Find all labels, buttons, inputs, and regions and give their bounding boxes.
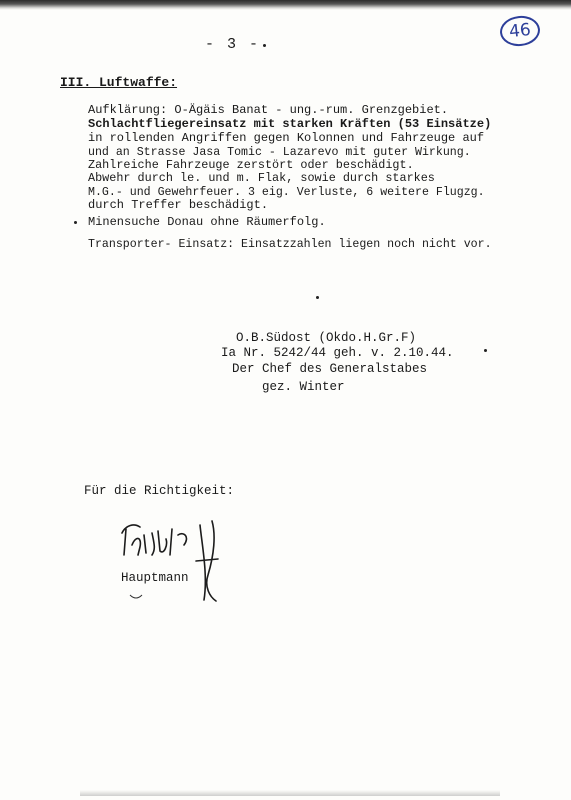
margin-dot: [74, 221, 77, 224]
rank-label: Hauptmann: [121, 571, 189, 585]
scan-top-edge: [0, 0, 571, 10]
report-line-2: Schlachtfliegereinsatz mit starken Kräften (53 Einsätze): [88, 117, 492, 131]
report-line-5: Zahlreiche Fahrzeuge zerstört oder beschädigt.: [88, 158, 414, 172]
report-line-1: Aufklärung: O-Ägäis Banat - ung.-rum. Grenzgebiet.: [88, 103, 449, 117]
transporter-line: Transporter- Einsatz: Einsatzzahlen liegen noch nicht vor.: [88, 238, 492, 251]
report-line-7: M.G.- und Gewehrfeuer. 3 eig. Verluste, 6 weitere Flugzg.: [88, 186, 485, 199]
scan-bottom-edge: [80, 790, 500, 796]
reference-dot: [484, 349, 487, 352]
chief-line: Der Chef des Generalstabes: [232, 362, 428, 376]
archive-number-stamp: 46: [499, 14, 542, 48]
reference-line: Ia Nr. 5242/44 geh. v. 2.10.44.: [221, 346, 454, 360]
signed-line: gez. Winter: [262, 380, 345, 394]
report-line-8: durch Treffer beschädigt.: [88, 198, 269, 212]
certification-label: Für die Richtigkeit:: [84, 484, 235, 498]
handwritten-signature: [112, 515, 242, 610]
command-line: O.B.Südost (Okdo.H.Gr.F): [236, 331, 417, 345]
mine-search-line: Minensuche Donau ohne Räumerfolg.: [88, 215, 326, 229]
report-line-4: und an Strasse Jasa Tomic - Lazarevo mit guter Wirkung.: [88, 146, 471, 159]
report-line-6: Abwehr durch le. und m. Flak, sowie durch starkes: [88, 171, 435, 185]
center-dot: [316, 296, 319, 299]
page-number-dot: [263, 44, 266, 47]
section-heading: III. Luftwaffe:: [60, 75, 178, 90]
page-number: - 3 -: [205, 36, 261, 53]
report-line-3: in rollenden Angriffen gegen Kolonnen und Fahrzeuge auf: [88, 131, 485, 145]
